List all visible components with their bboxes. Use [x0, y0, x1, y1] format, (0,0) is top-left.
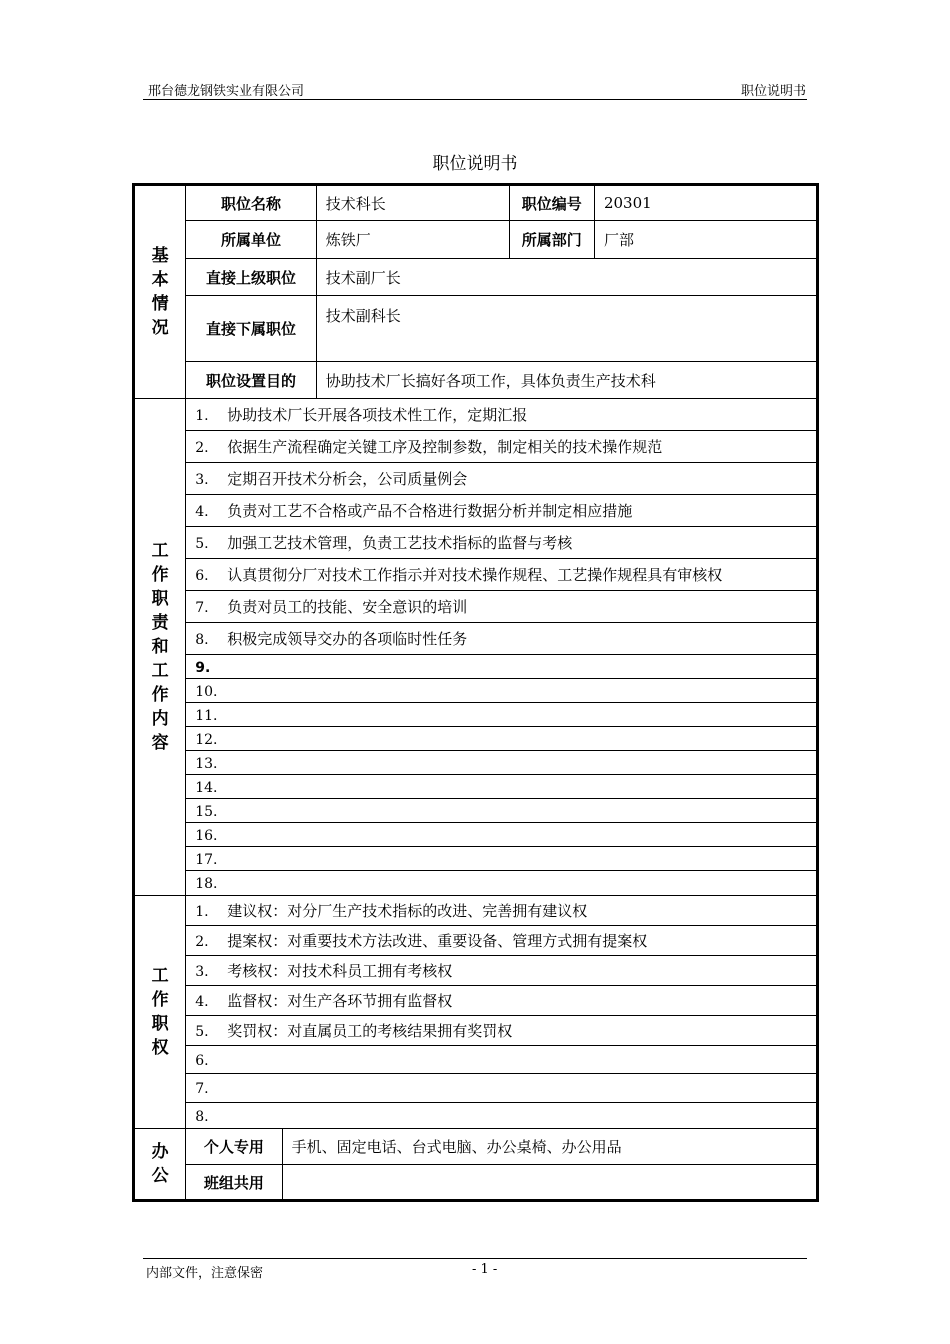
position-name-value: 技术科长	[316, 185, 509, 221]
authority-row	[134, 926, 818, 956]
row-unit	[134, 221, 818, 259]
unit-value: 炼铁厂	[316, 221, 509, 259]
duty-item: 16.	[186, 823, 818, 847]
header-doc-type: 职位说明书	[740, 84, 806, 99]
duty-item: 13.	[186, 751, 818, 775]
duty-row	[134, 559, 818, 591]
duty-row	[134, 751, 818, 775]
duty-item: 17.	[186, 847, 818, 871]
subordinate-label: 直接下属职位	[186, 296, 317, 362]
shared-label: 班组共用	[186, 1165, 282, 1201]
section-basic-label: 基 本 情 况	[134, 185, 186, 399]
authority-item: 8.	[186, 1103, 818, 1129]
subordinate-value: 技术副科长	[316, 296, 817, 362]
duty-row	[134, 703, 818, 727]
authority-row	[134, 986, 818, 1016]
dept-label: 所属部门	[509, 221, 594, 259]
office-personal-row	[134, 1129, 818, 1165]
duty-item: 11.	[186, 703, 818, 727]
row-superior	[134, 259, 818, 296]
personal-label: 个人专用	[186, 1129, 282, 1165]
authority-item: 6.	[186, 1046, 818, 1074]
duty-row	[134, 623, 818, 655]
authority-item: 7.	[186, 1074, 818, 1103]
duty-item: 14.	[186, 775, 818, 799]
duty-row	[134, 679, 818, 703]
duty-item: 18.	[186, 871, 818, 896]
job-description-table	[132, 183, 819, 1202]
page-title: 职位说明书	[432, 154, 518, 174]
position-name-label: 职位名称	[186, 185, 317, 221]
duty-row	[134, 775, 818, 799]
superior-value: 技术副厂长	[316, 259, 817, 296]
duty-item: 12.	[186, 727, 818, 751]
authority-item: 5. 奖罚权：对直属员工的考核结果拥有奖罚权	[186, 1016, 818, 1046]
authority-row	[134, 1046, 818, 1074]
section-authority-label: 工 作 职 权	[134, 896, 186, 1129]
duty-row	[134, 591, 818, 623]
authority-row	[134, 1103, 818, 1129]
authority-item: 1. 建议权：对分厂生产技术指标的改进、完善拥有建议权	[186, 896, 818, 926]
superior-label: 直接上级职位	[186, 259, 317, 296]
position-code-label: 职位编号	[509, 185, 594, 221]
duty-item: 5. 加强工艺技术管理，负责工艺技术指标的监督与考核	[186, 527, 818, 559]
duty-item: 1. 协助技术厂长开展各项技术性工作，定期汇报	[186, 399, 818, 431]
duty-item: 8. 积极完成领导交办的各项临时性任务	[186, 623, 818, 655]
authority-row	[134, 896, 818, 926]
office-shared-row	[134, 1165, 818, 1201]
duty-item: 9.	[186, 655, 818, 679]
duty-row	[134, 495, 818, 527]
duty-row	[134, 655, 818, 679]
duty-row	[134, 527, 818, 559]
duty-item: 2. 依据生产流程确定关键工序及控制参数，制定相关的技术操作规范	[186, 431, 818, 463]
duty-row	[134, 799, 818, 823]
position-code-value: 20301	[594, 185, 817, 221]
authority-row	[134, 956, 818, 986]
header-company: 邢台德龙钢铁实业有限公司	[148, 84, 305, 99]
duty-item: 4. 负责对工艺不合格或产品不合格进行数据分析并制定相应措施	[186, 495, 818, 527]
authority-item: 3. 考核权：对技术科员工拥有考核权	[186, 956, 818, 986]
dept-value: 厂部	[594, 221, 817, 259]
duty-row	[134, 871, 818, 896]
footer-page-number: - 1 -	[472, 1262, 498, 1277]
row-purpose	[134, 362, 818, 399]
duty-row	[134, 463, 818, 495]
row-subordinate	[134, 296, 818, 362]
authority-item: 2. 提案权：对重要技术方法改进、重要设备、管理方式拥有提案权	[186, 926, 818, 956]
duty-item: 7. 负责对员工的技能、安全意识的培训	[186, 591, 818, 623]
duty-row	[134, 399, 818, 431]
personal-value: 手机、固定电话、台式电脑、办公桌椅、办公用品	[282, 1129, 817, 1165]
duty-row	[134, 823, 818, 847]
duty-row	[134, 431, 818, 463]
authority-row	[134, 1074, 818, 1103]
duty-item: 6. 认真贯彻分厂对技术工作指示并对技术操作规程、工艺操作规程具有审核权	[186, 559, 818, 591]
duty-item: 10.	[186, 679, 818, 703]
duty-row	[134, 727, 818, 751]
footer-confidential: 内部文件，注意保密	[146, 1266, 264, 1281]
footer-divider	[143, 1258, 807, 1259]
section-duties-label: 工 作 职 责 和 工 作 内 容	[134, 399, 186, 896]
authority-row	[134, 1016, 818, 1046]
row-position-name	[134, 185, 818, 221]
shared-value	[282, 1165, 817, 1201]
header-divider	[143, 99, 807, 100]
purpose-value: 协助技术厂长搞好各项工作，具体负责生产技术科	[316, 362, 817, 399]
duty-item: 3. 定期召开技术分析会，公司质量例会	[186, 463, 818, 495]
duty-row	[134, 847, 818, 871]
purpose-label: 职位设置目的	[186, 362, 317, 399]
unit-label: 所属单位	[186, 221, 317, 259]
authority-item: 4. 监督权：对生产各环节拥有监督权	[186, 986, 818, 1016]
duty-item: 15.	[186, 799, 818, 823]
section-office-label: 办 公	[134, 1129, 186, 1201]
